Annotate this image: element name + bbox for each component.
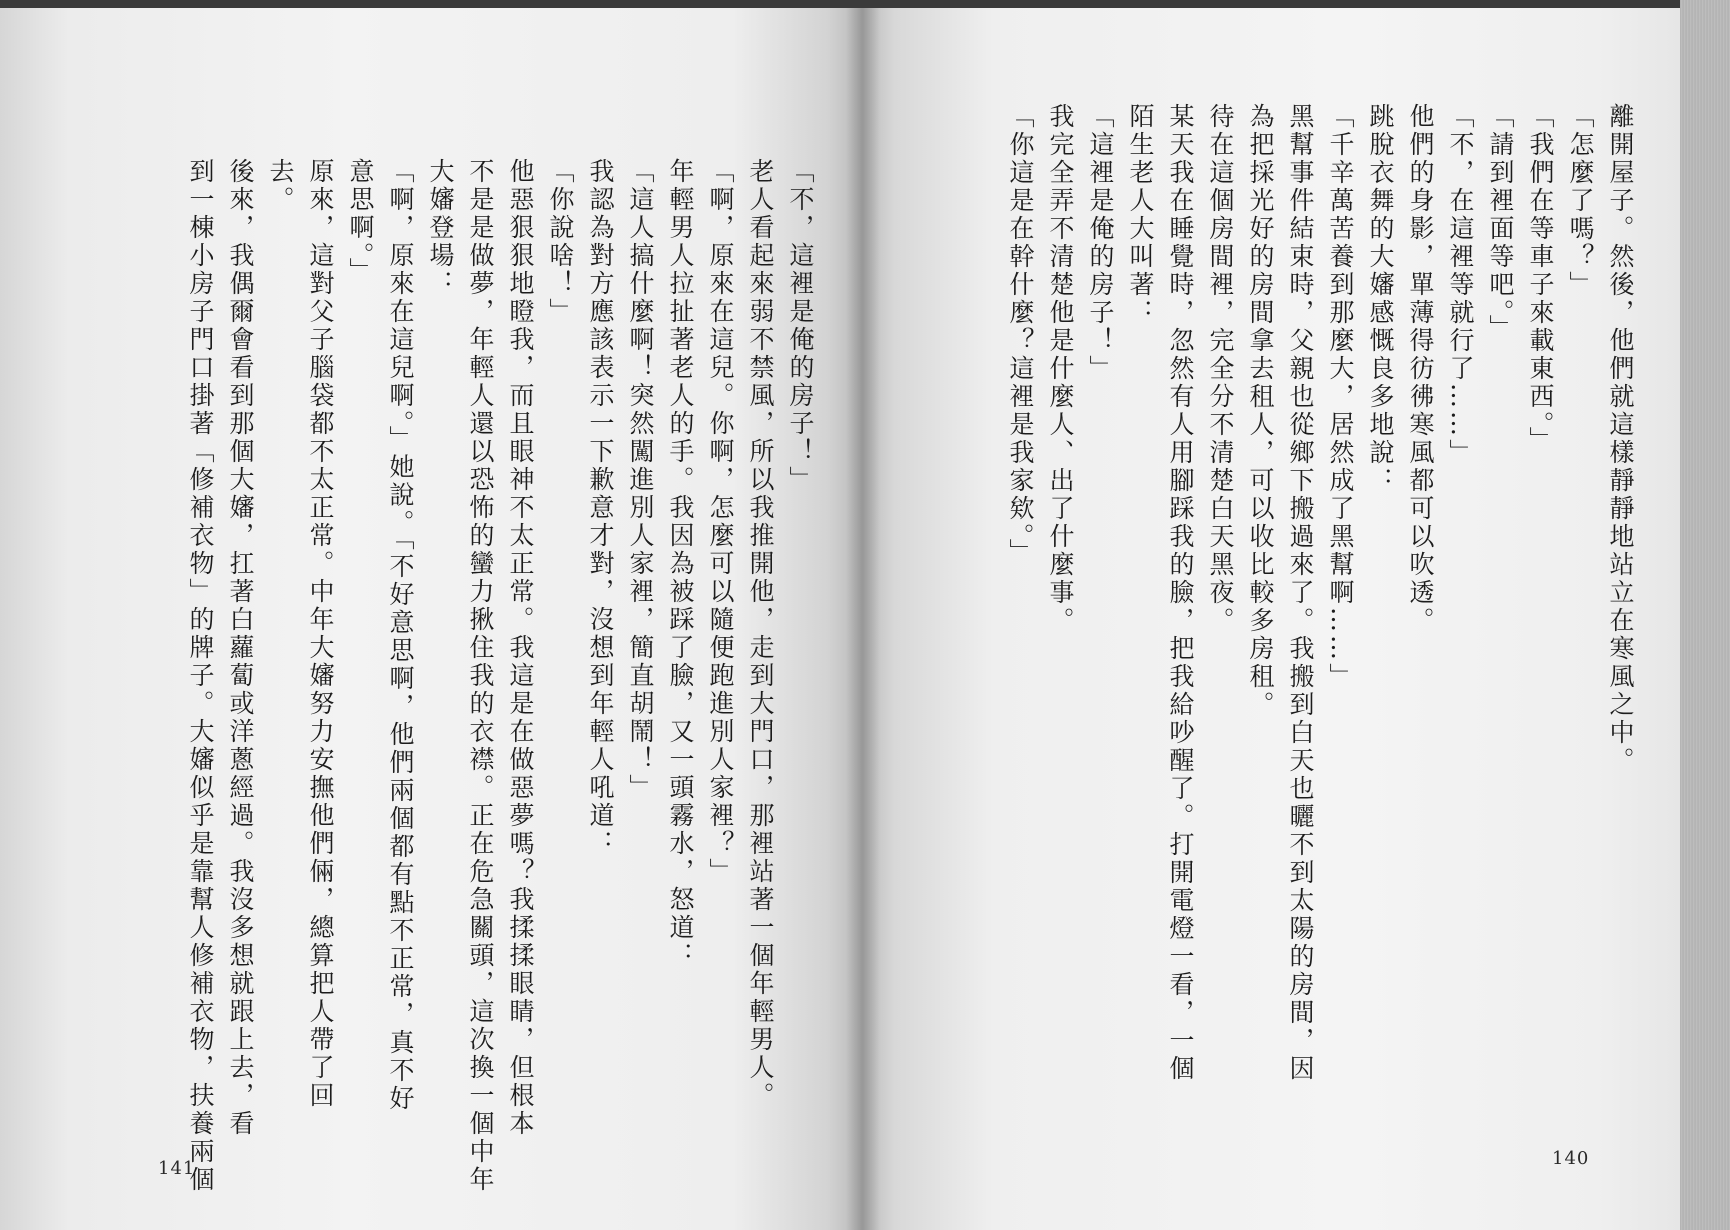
- text-line: 到一棟小房子門口掛著「修補衣物」的牌子。大嬸似乎是靠幫人修補衣物，扶養兩個: [186, 158, 215, 1194]
- right-page-number: 140: [1552, 1148, 1590, 1169]
- text-line: 「不，在這裡等就行了……」: [1446, 103, 1475, 467]
- text-line: 不是是做夢，年輕人還以恐怖的蠻力揪住我的衣襟。正在危急關頭，這次換一個中年: [466, 158, 495, 1194]
- text-line: 「不，這裡是俺的房子！」: [786, 158, 815, 494]
- text-line: 他們的身影，單薄得彷彿寒風都可以吹透。: [1406, 103, 1435, 635]
- text-line: 「怎麼了嗎？」: [1566, 103, 1595, 299]
- text-line: 「這裡是俺的房子！」: [1086, 103, 1115, 383]
- text-line: 「這人搞什麼啊！突然闖進別人家裡，簡直胡鬧！」: [626, 158, 655, 802]
- text-line: 離開屋子。然後，他們就這樣靜靜地站立在寒風之中。: [1606, 103, 1635, 775]
- left-page: [0, 8, 862, 1230]
- left-page-number: 141: [158, 1158, 196, 1179]
- page-stack-edges: [1680, 0, 1730, 1230]
- right-page-text: [940, 103, 1640, 1083]
- text-line: 去。: [266, 158, 295, 214]
- text-line: 「請到裡面等吧。」: [1486, 103, 1515, 343]
- right-page: [862, 8, 1680, 1230]
- text-line: 後來，我偶爾會看到那個大嬸，扛著白蘿蔔或洋蔥經過。我沒多想就跟上去，看: [226, 158, 255, 1138]
- text-line: 為把採光好的房間拿去租人，可以收比較多房租。: [1246, 103, 1275, 719]
- text-line: 黑幫事件結束時，父親也從鄉下搬過來了。我搬到白天也曬不到太陽的房間，因: [1286, 103, 1315, 1083]
- text-line: 「啊，原來在這兒。你啊，怎麼可以隨便跑進別人家裡？」: [706, 158, 735, 886]
- text-line: 「啊，原來在這兒啊。」她說。「不好意思啊，他們兩個都有點不正常，真不好: [386, 158, 415, 1113]
- text-line: 「你這是在幹什麼？這裡是我家欸。」: [1006, 103, 1035, 567]
- text-line: 原來，這對父子腦袋都不太正常。中年大嬸努力安撫他們倆，總算把人帶了回: [306, 158, 335, 1110]
- text-line: 「你說啥！」: [546, 158, 575, 326]
- text-line: 我完全弄不清楚他是什麼人、出了什麼事。: [1046, 103, 1075, 635]
- text-line: 跳脫衣舞的大嬸感慨良多地說：: [1366, 103, 1395, 495]
- text-line: 「我們在等車子來載東西。」: [1526, 103, 1555, 455]
- text-line: 待在這個房間裡，完全分不清楚白天黑夜。: [1206, 103, 1235, 635]
- text-line: 他惡狠狠地瞪我，而且眼神不太正常。我這是在做惡夢嗎？我揉揉眼睛，但根本: [506, 158, 535, 1138]
- text-line: 老人看起來弱不禁風，所以我推開他，走到大門口，那裡站著一個年輕男人。: [746, 158, 775, 1110]
- scanner-top-edge: [0, 0, 1680, 8]
- text-line: 某天我在睡覺時，忽然有人用腳踩我的臉，把我給吵醒了。打開電燈一看，一個: [1166, 103, 1195, 1083]
- text-line: 陌生老人大叫著：: [1126, 103, 1155, 327]
- text-line: 「千辛萬苦養到那麼大，居然成了黑幫啊……」: [1326, 103, 1355, 691]
- book-gutter: [846, 8, 880, 1230]
- text-line: 年輕男人拉扯著老人的手。我因為被踩了臉，又一頭霧水，怒道：: [666, 158, 695, 970]
- text-line: 意思啊。」: [346, 158, 375, 286]
- text-line: 我認為對方應該表示一下歉意才對，沒想到年輕人吼道：: [586, 158, 615, 858]
- text-line: 大嬸登場：: [426, 158, 455, 298]
